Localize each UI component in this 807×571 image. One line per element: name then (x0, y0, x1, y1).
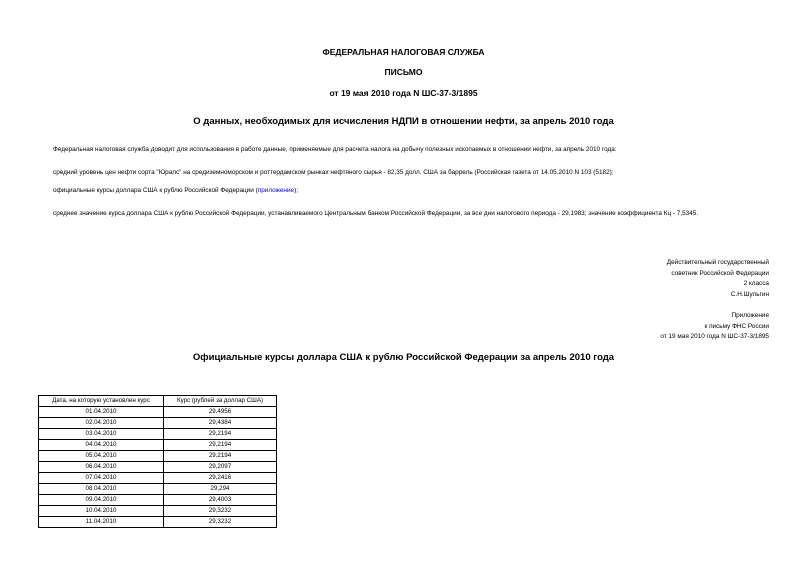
date-cell: 06.04.2010 (39, 462, 164, 473)
rate-cell: 29,3232 (164, 517, 277, 528)
appendix-line: к письму ФНС России (704, 322, 769, 330)
rate-cell: 29,2416 (164, 473, 277, 484)
appendix-link[interactable]: приложение (257, 187, 295, 194)
rate-cell: 29,2194 (164, 440, 277, 451)
signature-line: Действительный государственный (666, 259, 769, 266)
column-header-rate: Курс (рублей за доллар США) (164, 396, 277, 407)
signature-line: советник Российской Федерации (671, 269, 769, 277)
date-cell: 04.04.2010 (39, 440, 164, 451)
date-cell: 03.04.2010 (39, 429, 164, 440)
date-cell: 08.04.2010 (39, 484, 164, 495)
exchange-rates-table (38, 395, 277, 528)
table-header-row (39, 396, 277, 407)
rate-cell: 29,4384 (164, 418, 277, 429)
table-row (39, 484, 277, 495)
paragraph-average-rate: среднее значение курса доллара США к рублю Российской Федерации, устанавливаемого Центральным банком Российской Федерации, за все дни налогового периода - 29,1983; значение коэффициента Кц - 7,5345. (53, 210, 699, 217)
paragraph-oil-price: средний уровень цен нефти сорта "Юралс" на средиземноморском и роттердамском рынках нефтяного сырья - 82,35 долл. США за баррель (Российская газета от 14.05.2010 N 103 (5182); (53, 169, 614, 176)
appendix-line: Приложение (731, 312, 769, 319)
document-subject: О данных, необходимых для исчисления НДПИ в отношении нефти, за апрель 2010 года (193, 116, 614, 127)
rate-cell: 29,3232 (164, 506, 277, 517)
appendix-line: от 19 мая 2010 года N ШС-37-3/1895 (660, 333, 769, 340)
paragraph-exchange-rates (37, 186, 772, 196)
table-row (39, 462, 277, 473)
table-title: Официальные курсы доллара США к рублю Российской Федерации за апрель 2010 года (192, 352, 615, 363)
table-row (39, 451, 277, 462)
signatory-name: С.Н.Шульгин (730, 290, 769, 298)
column-header-date: Дата, на которую установлен курс (39, 396, 164, 407)
signature-block (667, 258, 769, 300)
paragraph-exchange-rates-text: официальные курсы доллара США к рублю Российской Федерации ( (53, 187, 258, 194)
rate-cell: 29,4956 (164, 407, 277, 418)
document-date-number: от 19 мая 2010 года N ШС-37-3/1895 (329, 88, 478, 98)
table-row (39, 506, 277, 517)
date-cell: 10.04.2010 (39, 506, 164, 517)
paragraph-intro: Федеральная налоговая служба доводит для использования в работе данные, применяемые для расчета налога на добычу полезных ископаемых в отношении нефти, за апрель 2010 года: (53, 146, 617, 153)
date-cell: 07.04.2010 (39, 473, 164, 484)
date-cell: 05.04.2010 (39, 451, 164, 462)
table-row (39, 440, 277, 451)
rate-cell: 29,2194 (164, 429, 277, 440)
table-row (39, 517, 277, 528)
table-row (39, 473, 277, 484)
rate-cell: 29,294 (164, 484, 277, 495)
paragraph-exchange-rates-tail: ); (294, 187, 298, 194)
date-cell: 09.04.2010 (39, 495, 164, 506)
rate-cell: 29,4003 (164, 495, 277, 506)
date-cell: 02.04.2010 (39, 418, 164, 429)
appendix-block (660, 311, 769, 343)
document-type: ПИСЬМО (384, 67, 423, 77)
table-row (39, 429, 277, 440)
date-cell: 01.04.2010 (39, 407, 164, 418)
date-cell: 11.04.2010 (39, 517, 164, 528)
table-row (39, 495, 277, 506)
rate-cell: 29,2097 (164, 462, 277, 473)
rate-cell: 29,2194 (164, 451, 277, 462)
table-row (39, 418, 277, 429)
signature-line: 2 класса (743, 280, 769, 287)
table-row (39, 407, 277, 418)
agency-name: ФЕДЕРАЛЬНАЯ НАЛОГОВАЯ СЛУЖБА (322, 47, 485, 57)
